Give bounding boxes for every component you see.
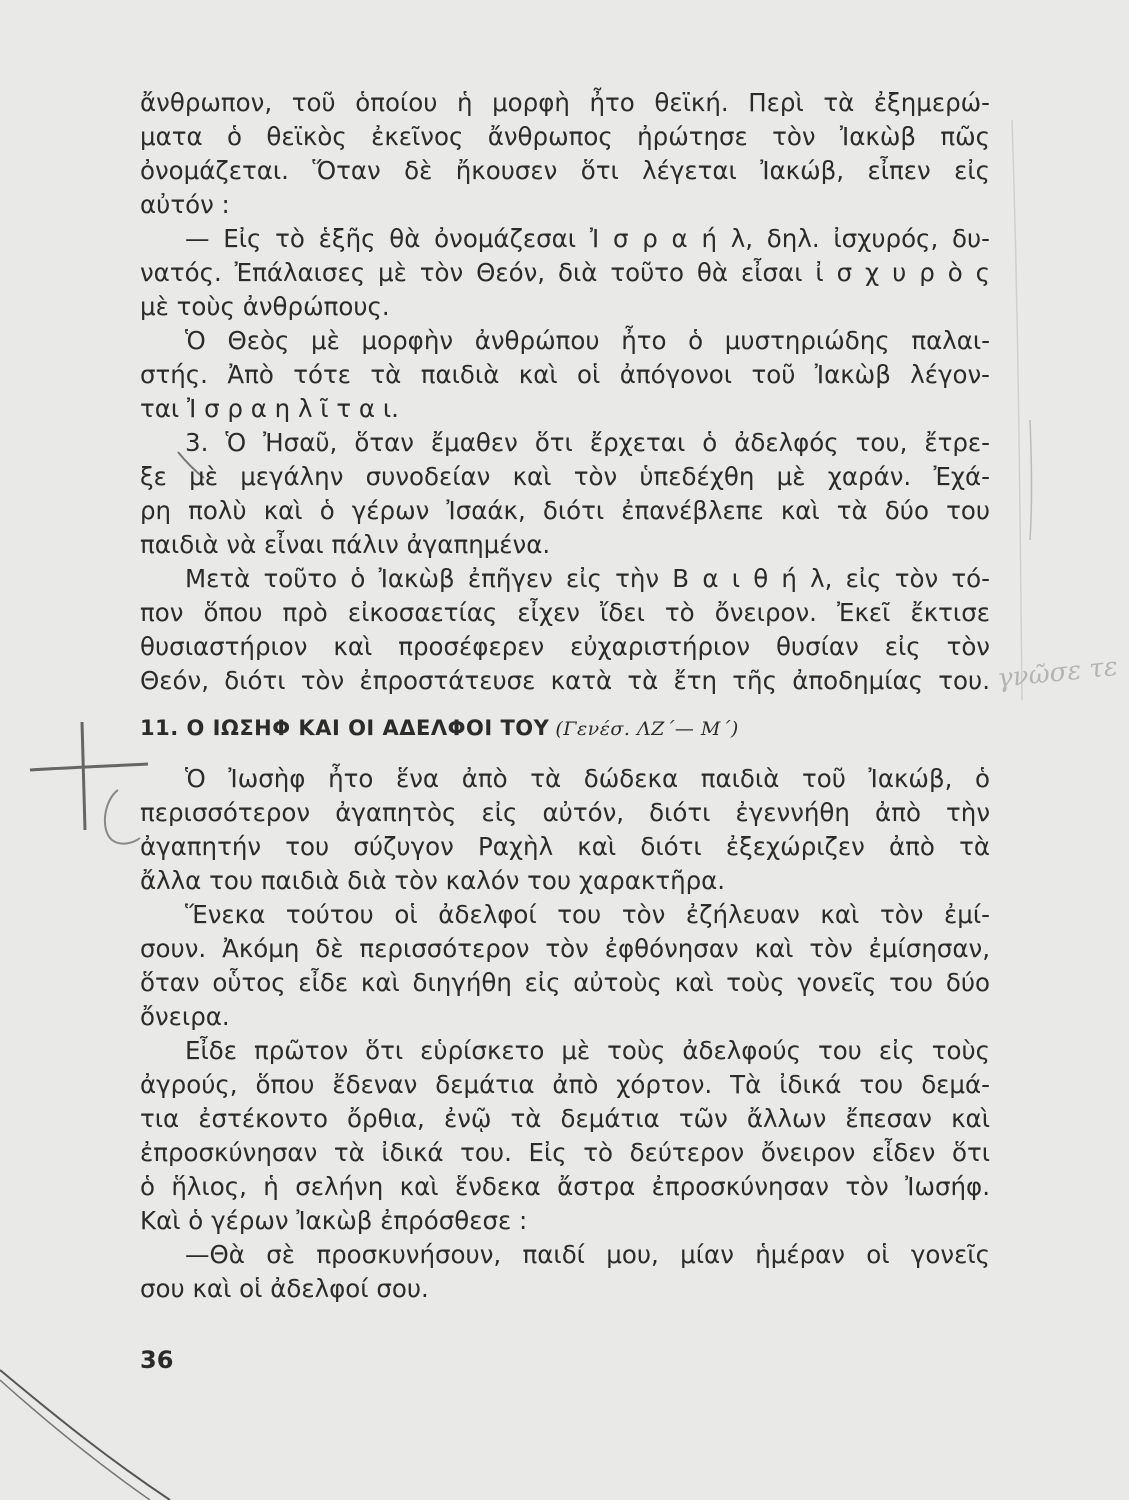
text-line: τια ἐστέκοντο ὄρθια, ἐνῷ τὰ δεμάτια τῶν ἄλλων ἔπεσαν καὶ <box>140 1104 990 1133</box>
text-line: σουν. Ἀκόμη δὲ περισσότερον τὸν ἐφθόνησαν καὶ τὸν ἐμίσησαν, <box>140 934 990 963</box>
text-line: παιδιὰ νὰ εἶναι πάλιν ἀγαπημένα. <box>140 530 551 559</box>
text-line: σου καὶ οἱ ἀδελφοί σου. <box>140 1274 429 1303</box>
text-line: θυσιαστήριον καὶ προσέφερεν εὐχαριστήριον θυσίαν εἰς τὸν <box>140 632 990 661</box>
text-line: Ὁ Θεὸς μὲ μορφὴν ἀνθρώπου ἦτο ὁ μυστηριώδης παλαι- <box>185 326 990 355</box>
section-title: 11. Ο ΙΩΣΗΦ ΚΑΙ ΟΙ ΑΔΕΛΦΟΙ ΤΟΥ <box>140 716 550 740</box>
text-line: πον ὅπου πρὸ εἰκοσαετίας εἶχεν ἴδει τὸ ὄνειρον. Ἐκεῖ ἔκτισε <box>140 598 990 627</box>
text-line: ται Ἰ σ ρ α η λ ῖ τ α ι. <box>140 394 399 423</box>
text-line: Θεόν, διότι τὸν ἐπροστάτευσε κατὰ τὰ ἔτη τῆς ἀποδημίας του. <box>140 666 990 695</box>
text-line: ματα ὁ θεϊκὸς ἐκεῖνος ἄνθρωπος ἠρώτησε τὸν Ἰακὼβ πῶς <box>140 122 990 151</box>
text-line: ὅταν οὗτος εἶδε καὶ διηγήθη εἰς αὐτοὺς καὶ τοὺς γονεῖς του δύο <box>140 968 990 997</box>
text-line: ἄλλα του παιδιὰ διὰ τὸν καλόν του χαρακτῆρα. <box>140 866 726 895</box>
text-line: στής. Ἀπὸ τότε τὰ παιδιὰ καὶ οἱ ἀπόγονοι τοῦ Ἰακὼβ λέγον- <box>140 360 990 389</box>
section-heading <box>140 712 739 745</box>
margin-handwriting: γνῶσε τε <box>995 651 1120 695</box>
page-number: 36 <box>140 1346 174 1374</box>
text-line: ἀγαπητήν του σύζυγον Ραχὴλ καὶ διότι ἐξεχώριζεν ἀπὸ τὰ <box>140 832 990 861</box>
text-line: ὄνειρα. <box>140 1002 230 1031</box>
text-line: περισσότερον ἀγαπητὸς εἰς αὐτόν, διότι ἐγεννήθη ἀπὸ τὴν <box>140 798 990 827</box>
text-line: 3. Ὁ Ἠσαῦ, ὅταν ἔμαθεν ὅτι ἔρχεται ὁ ἀδελφός του, ἔτρε- <box>185 428 990 457</box>
text-line: μὲ τοὺς ἀνθρώπους. <box>140 292 390 321</box>
text-line: ἄνθρωπον, τοῦ ὁποίου ἡ μορφὴ ἦτο θεϊκή. Περὶ τὰ ἐξημερώ- <box>140 88 990 117</box>
text-line: ὀνομάζεται. Ὅταν δὲ ἤκουσεν ὅτι λέγεται Ἰακώβ, εἶπεν εἰς <box>140 156 990 185</box>
text-line: ὁ ἥλιος, ἡ σελήνη καὶ ἕνδεκα ἄστρα ἐπροσκύνησαν τὸν Ἰωσήφ. <box>140 1172 990 1201</box>
text-line: ξε μὲ μεγάλην συνοδείαν καὶ τὸν ὑπεδέχθη μὲ χαράν. Ἐχά- <box>140 462 990 491</box>
text-line: —Θὰ σὲ προσκυνήσουν, παιδί μου, μίαν ἡμέραν οἱ γονεῖς <box>185 1240 990 1269</box>
text-line: αὐτόν : <box>140 190 230 219</box>
text-line: Μετὰ τοῦτο ὁ Ἰακὼβ ἐπῆγεν εἰς τὴν Β α ι θ ή λ, εἰς τὸν τό- <box>185 564 990 593</box>
text-line: Καὶ ὁ γέρων Ἰακὼβ ἐπρόσθεσε : <box>140 1206 528 1235</box>
text-line: ἐπροσκύνησαν τὰ ἰδικά του. Εἰς τὸ δεύτερον ὄνειρον εἶδεν ὅτι <box>140 1138 990 1167</box>
text-line: Εἶδε πρῶτον ὅτι εὑρίσκετο μὲ τοὺς ἀδελφούς του εἰς τοὺς <box>185 1036 990 1065</box>
scripture-reference: (Γενέσ. ΛΖ΄— Μ΄) <box>555 718 739 740</box>
text-line: νατός. Ἐπάλαισες μὲ τὸν Θεόν, διὰ τοῦτο θὰ εἶσαι ἰ σ χ υ ρ ὸ ς <box>140 258 990 287</box>
text-line: ἀγρούς, ὅπου ἔδεναν δεμάτια ἀπὸ χόρτον. Τὰ ἰδικά του δεμά- <box>140 1070 990 1099</box>
text-line: Ἕνεκα τούτου οἱ ἀδελφοί του τὸν ἐζήλευαν καὶ τὸν ἐμί- <box>185 900 990 929</box>
text-line: Ὁ Ἰωσὴφ ἦτο ἕνα ἀπὸ τὰ δώδεκα παιδιὰ τοῦ Ἰακώβ, ὁ <box>185 764 990 793</box>
text-line: ρη πολὺ καὶ ὁ γέρων Ἰσαάκ, διότι ἐπανέβλεπε καὶ τὰ δύο του <box>140 496 990 525</box>
text-line: — Εἰς τὸ ἑξῆς θὰ ὀνομάζεσαι Ἰ σ ρ α ή λ, δηλ. ἰσχυρός, δυ- <box>185 224 990 253</box>
